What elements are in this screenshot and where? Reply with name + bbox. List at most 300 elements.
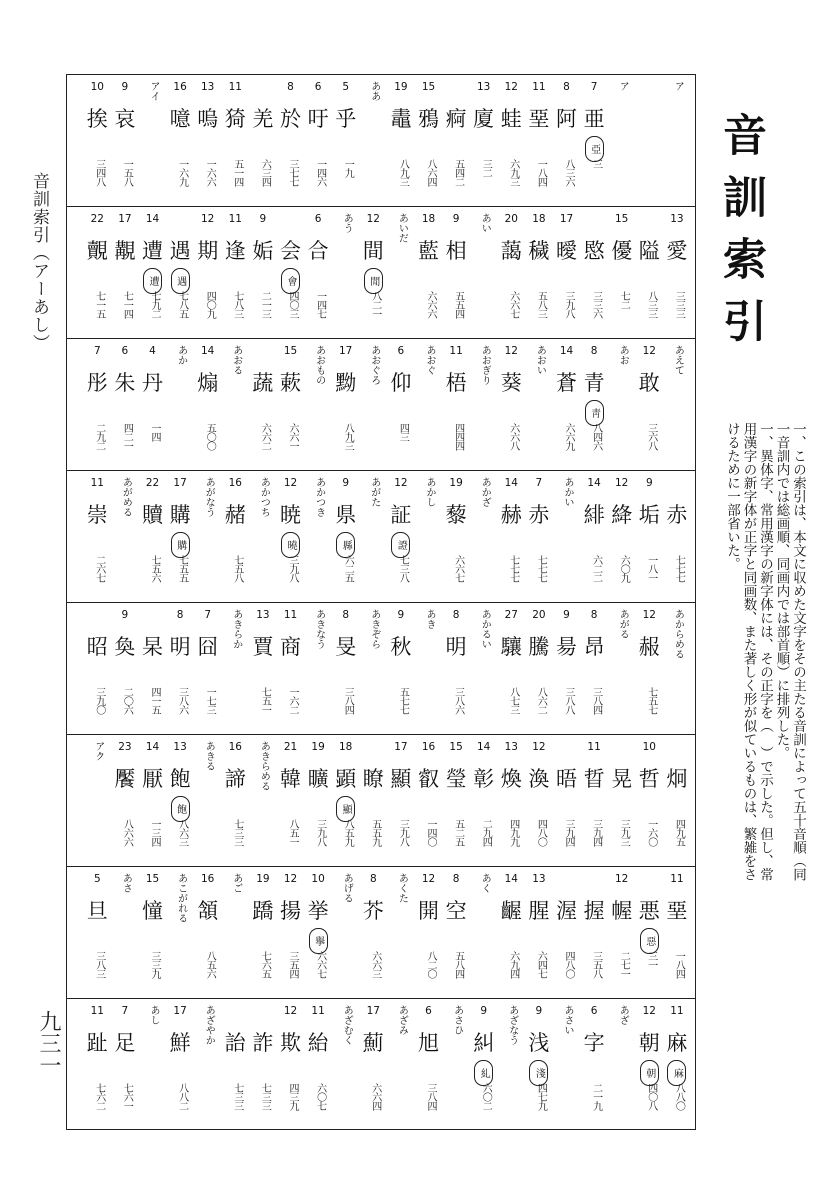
index-entry bbox=[555, 75, 578, 207]
variant-form: 朝 bbox=[640, 1060, 659, 1086]
kanji: 薊 bbox=[362, 1031, 384, 1055]
index-entry bbox=[224, 735, 247, 867]
page-reference: 一六二 bbox=[287, 687, 298, 714]
page-reference: 四〇三 bbox=[287, 291, 298, 318]
index-entry bbox=[86, 471, 109, 603]
kanji: 贖 bbox=[142, 503, 163, 527]
page-reference: 一九 bbox=[342, 159, 354, 177]
kanji: 崇 bbox=[86, 503, 108, 527]
stroke-count: 12 bbox=[283, 1005, 298, 1017]
index-entry bbox=[527, 999, 550, 1131]
index-entry bbox=[583, 999, 606, 1131]
stroke-count: 10 bbox=[311, 873, 325, 885]
kanji: 赤 bbox=[528, 503, 550, 527]
reading-heading bbox=[362, 603, 385, 735]
kanji: 鮮 bbox=[169, 1031, 191, 1055]
index-entry bbox=[86, 999, 109, 1131]
kanji: 蛙 bbox=[500, 107, 522, 131]
reading-heading bbox=[610, 339, 633, 471]
reading-heading bbox=[196, 999, 219, 1131]
page-reference: 四〇九 bbox=[204, 291, 216, 318]
stroke-count: 19 bbox=[256, 873, 270, 885]
page-reference: 八四六 bbox=[590, 423, 602, 450]
index-band bbox=[67, 867, 695, 999]
index-entry bbox=[113, 339, 136, 471]
stroke-count: 5 bbox=[342, 81, 350, 93]
page-reference: 八三六 bbox=[563, 159, 574, 186]
stroke-count: 17 bbox=[559, 213, 574, 225]
page-reference: 三九八 bbox=[287, 555, 298, 582]
entry-reading: あからめる bbox=[672, 609, 684, 659]
page-reference: 八八〇 bbox=[673, 1083, 685, 1110]
variant-form: 顯 bbox=[336, 796, 355, 822]
page-reference: 四一五 bbox=[149, 687, 160, 714]
stroke-count: 13 bbox=[532, 873, 546, 885]
page-reference: 六〇二 bbox=[480, 1083, 492, 1110]
stroke-count: 21 bbox=[283, 741, 298, 753]
index-entry bbox=[610, 207, 633, 339]
page-reference: 三一 bbox=[645, 951, 657, 969]
stroke-count: 19 bbox=[449, 477, 463, 489]
kanji: 頷 bbox=[197, 899, 219, 923]
variant-form: 惡 bbox=[640, 928, 659, 954]
index-entry bbox=[583, 75, 606, 207]
index-entry bbox=[362, 999, 385, 1131]
kanji: 蒼 bbox=[556, 371, 577, 395]
index-entry bbox=[251, 867, 274, 999]
kanji: 赤 bbox=[666, 503, 688, 527]
index-entry bbox=[472, 75, 495, 207]
page-reference: 七六五 bbox=[259, 951, 271, 978]
kanji: 愍 bbox=[583, 239, 605, 263]
kanji: 猗 bbox=[224, 107, 246, 131]
page-reference: 七一五 bbox=[93, 291, 105, 318]
reading-heading bbox=[417, 603, 440, 735]
index-entry bbox=[500, 471, 523, 603]
kanji: 秋 bbox=[390, 635, 412, 659]
entry-reading: あげる bbox=[341, 873, 353, 903]
entry-reading: あご bbox=[230, 873, 242, 893]
page-reference: 三九八 bbox=[563, 291, 574, 318]
index-entry bbox=[417, 735, 440, 867]
reading-heading bbox=[251, 471, 274, 603]
page-reference: 六六九 bbox=[563, 423, 574, 450]
page-reference: 一三四 bbox=[149, 819, 160, 846]
kanji: 詒 bbox=[224, 1031, 246, 1055]
page-reference: 六四七 bbox=[535, 951, 547, 978]
stroke-count: 19 bbox=[394, 81, 408, 93]
stroke-count: 9 bbox=[645, 477, 653, 489]
stroke-count: 11 bbox=[587, 741, 601, 753]
page-reference: 七二 bbox=[618, 291, 630, 309]
page-reference: 八六二 bbox=[535, 687, 547, 714]
stroke-count: 20 bbox=[504, 213, 518, 225]
reading-heading bbox=[555, 471, 578, 603]
variant-form: 亞 bbox=[585, 136, 604, 162]
kanji: 晃 bbox=[611, 767, 633, 791]
kanji: 旦 bbox=[86, 899, 108, 923]
index-entry bbox=[362, 735, 385, 867]
reading-heading bbox=[141, 75, 164, 207]
stroke-count: 12 bbox=[532, 741, 546, 753]
page-reference: 一六六 bbox=[204, 159, 216, 186]
index-entry bbox=[445, 339, 468, 471]
stroke-count: 14 bbox=[504, 873, 518, 885]
page-reference: 二九四 bbox=[480, 819, 492, 846]
kanji: 覿 bbox=[86, 239, 108, 263]
page-reference: 一四 bbox=[149, 423, 160, 441]
stroke-count: 27 bbox=[504, 609, 518, 621]
kanji: 藍 bbox=[418, 239, 439, 263]
page-reference: 八五六 bbox=[204, 951, 216, 978]
kanji: 紿 bbox=[307, 1031, 329, 1055]
page-reference: 四三 bbox=[397, 423, 409, 441]
page-reference: 六六二 bbox=[259, 423, 271, 450]
kanji: 隘 bbox=[638, 239, 660, 263]
page-reference: 八六四 bbox=[425, 159, 436, 186]
reading-heading bbox=[334, 867, 357, 999]
stroke-count: 11 bbox=[228, 213, 242, 225]
page-reference: 一四七 bbox=[314, 291, 326, 318]
index-entry bbox=[334, 603, 357, 735]
entry-reading: あがなう bbox=[203, 477, 215, 517]
page-reference: 六九三 bbox=[507, 159, 519, 186]
index-entry bbox=[141, 207, 164, 339]
entry-reading: あざ bbox=[617, 1005, 629, 1025]
kanji: 哲 bbox=[638, 767, 660, 791]
kanji: 藹 bbox=[500, 239, 522, 263]
stroke-count: 8 bbox=[287, 81, 294, 93]
entry-reading: あか bbox=[175, 345, 187, 365]
reading-heading bbox=[610, 603, 633, 735]
page-reference: 七三三 bbox=[231, 1083, 243, 1110]
page-reference: 三九三 bbox=[618, 819, 630, 846]
stroke-count: 13 bbox=[256, 609, 270, 621]
index-entry bbox=[389, 471, 412, 603]
stroke-count: 17 bbox=[366, 1005, 380, 1017]
index-entry bbox=[665, 999, 688, 1131]
kanji: 渥 bbox=[556, 899, 577, 923]
page-reference: 二七一 bbox=[618, 951, 630, 978]
page-reference: 四九九 bbox=[507, 819, 519, 846]
kanji: 間 bbox=[362, 239, 384, 263]
index-entry bbox=[307, 999, 330, 1131]
index-entry bbox=[334, 75, 357, 207]
stroke-count: 10 bbox=[90, 81, 104, 93]
reading-heading bbox=[527, 339, 550, 471]
index-entry bbox=[500, 735, 523, 867]
kanji: 彰 bbox=[473, 767, 495, 791]
index-entry bbox=[141, 867, 164, 999]
stroke-count: 12 bbox=[504, 81, 518, 93]
page-reference: 八三三 bbox=[645, 291, 657, 318]
page-reference: 五七七 bbox=[397, 687, 409, 714]
entry-reading: あおぎり bbox=[479, 345, 491, 385]
index-entry bbox=[279, 999, 302, 1131]
kanji: 乎 bbox=[335, 107, 357, 131]
index-entry bbox=[86, 339, 109, 471]
page-reference: 二九二 bbox=[93, 423, 105, 450]
index-entry bbox=[445, 75, 468, 207]
index-entry bbox=[445, 207, 468, 339]
stroke-count: 12 bbox=[642, 1005, 656, 1017]
entry-reading: アイ bbox=[148, 81, 159, 101]
kanji: 顕 bbox=[335, 767, 357, 791]
kanji: 晢 bbox=[583, 767, 605, 791]
kanji: 暁 bbox=[280, 503, 301, 527]
index-entry bbox=[196, 339, 219, 471]
entry-reading: あざみ bbox=[396, 1005, 408, 1035]
kanji: 腥 bbox=[528, 899, 550, 923]
kanji: 覯 bbox=[114, 239, 136, 263]
variant-form: 糺 bbox=[474, 1060, 493, 1086]
page-title: 音訓索引 bbox=[715, 112, 766, 360]
stroke-count: 14 bbox=[145, 213, 160, 225]
kanji: 鴉 bbox=[418, 107, 439, 131]
entry-reading: ア bbox=[672, 81, 684, 91]
index-entry bbox=[527, 207, 550, 339]
entry-reading: あく bbox=[479, 873, 491, 893]
index-entry bbox=[307, 207, 330, 339]
kanji: 昜 bbox=[556, 635, 577, 659]
index-entry bbox=[224, 471, 247, 603]
kanji: 賈 bbox=[252, 635, 274, 659]
stroke-count: 9 bbox=[397, 609, 405, 621]
reading-heading bbox=[113, 471, 136, 603]
index-entry bbox=[583, 867, 606, 999]
kanji: 朱 bbox=[114, 371, 136, 395]
kanji: 驤 bbox=[500, 635, 522, 659]
page-reference: 三八四 bbox=[425, 1083, 436, 1110]
page-reference: 四四四 bbox=[452, 423, 464, 450]
stroke-count: 11 bbox=[449, 345, 463, 357]
entry-reading: あこがれる bbox=[175, 873, 187, 923]
kanji: 曠 bbox=[307, 767, 329, 791]
stroke-count: 12 bbox=[394, 477, 408, 489]
kanji: 昂 bbox=[583, 635, 605, 659]
kanji: 亜 bbox=[583, 107, 605, 131]
page-reference: 六三四 bbox=[259, 159, 271, 186]
page-reference: 三三六 bbox=[590, 291, 602, 318]
index-band bbox=[67, 207, 695, 339]
stroke-count: 11 bbox=[670, 873, 684, 885]
kanji: 朝 bbox=[638, 1031, 660, 1055]
index-entry bbox=[279, 735, 302, 867]
index-entry bbox=[334, 339, 357, 471]
page-reference: 四八〇 bbox=[535, 819, 547, 846]
page-reference: 七三三 bbox=[259, 1083, 271, 1110]
index-entry bbox=[527, 867, 550, 999]
kanji: 商 bbox=[280, 635, 301, 659]
stroke-count: 14 bbox=[145, 741, 160, 753]
kanji: 哀 bbox=[114, 107, 136, 131]
kanji: 蹻 bbox=[252, 899, 274, 923]
note-text: 異体字、常用漢字の新字体には、その正字を（ ）で示した。但し、常用漢字の新字体が正字と同画数、また著しく形が似ているものは、繁雑をさけるために一部省いた。 bbox=[724, 422, 773, 881]
kanji: 蔌 bbox=[280, 371, 301, 395]
index-entry bbox=[169, 735, 192, 867]
kanji: 渙 bbox=[528, 767, 550, 791]
index-entry bbox=[279, 207, 302, 339]
page-reference: 二一九 bbox=[590, 1083, 602, 1110]
reading-heading bbox=[665, 75, 688, 207]
page-reference: 七一四 bbox=[121, 291, 133, 318]
stroke-count: 8 bbox=[590, 609, 598, 621]
page-reference: 六六七 bbox=[507, 291, 519, 318]
kanji: 詐 bbox=[252, 1031, 274, 1055]
index-entry bbox=[665, 867, 688, 999]
kanji: 煽 bbox=[197, 371, 219, 395]
stroke-count: 22 bbox=[145, 477, 160, 489]
variant-form: 擧 bbox=[309, 928, 328, 954]
stroke-count: 16 bbox=[228, 477, 242, 489]
stroke-count: 7 bbox=[590, 81, 598, 93]
stroke-count: 16 bbox=[421, 741, 436, 753]
index-entry bbox=[638, 603, 661, 735]
variant-form: 購 bbox=[171, 532, 190, 558]
index-entry bbox=[555, 339, 578, 471]
index-entry bbox=[196, 75, 219, 207]
stroke-count: 22 bbox=[90, 213, 104, 225]
page-reference: 五二五 bbox=[452, 819, 464, 846]
kanji: 空 bbox=[445, 899, 467, 923]
reading-heading bbox=[86, 735, 109, 867]
index-entry bbox=[555, 207, 578, 339]
index-entry bbox=[113, 207, 136, 339]
index-band bbox=[67, 339, 695, 471]
kanji: 堊 bbox=[666, 899, 688, 923]
page-reference: 七三三 bbox=[231, 819, 243, 846]
index-entry bbox=[141, 735, 164, 867]
index-entry bbox=[251, 999, 274, 1131]
kanji: 緋 bbox=[583, 503, 605, 527]
entry-reading: あかし bbox=[424, 477, 435, 507]
index-entry bbox=[555, 735, 578, 867]
stroke-count: 9 bbox=[121, 609, 129, 621]
note-1 bbox=[773, 422, 806, 890]
index-entry bbox=[500, 603, 523, 735]
stroke-count: 13 bbox=[173, 741, 187, 753]
stroke-count: 18 bbox=[421, 213, 436, 225]
kanji: 仰 bbox=[390, 371, 412, 395]
page-reference: 六二二 bbox=[590, 555, 602, 582]
side-caption: 音訓索引（アーあし） bbox=[29, 172, 49, 352]
note-mark: 一、 bbox=[790, 422, 806, 449]
reading-heading bbox=[307, 339, 330, 471]
index-entry bbox=[196, 867, 219, 999]
kanji: 穢 bbox=[528, 239, 550, 263]
stroke-count: 16 bbox=[173, 81, 187, 93]
index-entry bbox=[445, 735, 468, 867]
stroke-count: 13 bbox=[504, 741, 518, 753]
stroke-count: 7 bbox=[535, 477, 543, 489]
stroke-count: 17 bbox=[394, 741, 408, 753]
index-band bbox=[67, 999, 695, 1131]
index-entry bbox=[279, 603, 302, 735]
kanji: 握 bbox=[583, 899, 605, 923]
index-entry bbox=[307, 75, 330, 207]
entry-reading: あくた bbox=[396, 873, 408, 903]
page-reference: 三九八 bbox=[397, 819, 409, 846]
page-reference: 四七九 bbox=[535, 1083, 547, 1110]
reading-heading bbox=[196, 735, 219, 867]
index-entry bbox=[610, 471, 633, 603]
index-entry bbox=[113, 75, 136, 207]
index-entry bbox=[500, 207, 523, 339]
page-reference: 四八〇 bbox=[563, 951, 574, 978]
reading-heading bbox=[610, 999, 633, 1131]
stroke-count: 6 bbox=[425, 1005, 432, 1017]
stroke-count: 12 bbox=[366, 213, 380, 225]
page-reference: 六六七 bbox=[452, 555, 464, 582]
page-reference: 一六〇 bbox=[645, 819, 657, 846]
page-reference: 二〇六 bbox=[121, 687, 133, 714]
index-entry bbox=[500, 339, 523, 471]
kanji: 欺 bbox=[280, 1031, 301, 1055]
entry-reading: あきる bbox=[203, 741, 215, 771]
entry-reading: あきらめる bbox=[258, 741, 270, 791]
index-entry bbox=[86, 207, 109, 339]
index-entry bbox=[555, 867, 578, 999]
kanji: 嗚 bbox=[197, 107, 219, 131]
kanji: 悪 bbox=[638, 899, 660, 923]
stroke-count: 15 bbox=[421, 81, 436, 93]
kanji: 騰 bbox=[528, 635, 550, 659]
page-reference: 三三三 bbox=[673, 291, 685, 318]
kanji: 齷 bbox=[500, 899, 522, 923]
entry-reading: あさ bbox=[120, 873, 132, 893]
page-reference: 三八六 bbox=[452, 687, 464, 714]
index-entry bbox=[417, 867, 440, 999]
page-reference: 一八一 bbox=[645, 555, 657, 582]
entry-reading: あおぐ bbox=[424, 345, 435, 375]
entry-reading: アク bbox=[92, 741, 104, 761]
reading-heading bbox=[113, 867, 136, 999]
notes bbox=[706, 422, 806, 890]
kanji: 堊 bbox=[528, 107, 550, 131]
entry-reading: あかざ bbox=[479, 477, 491, 507]
page-reference: 二一三 bbox=[259, 291, 271, 318]
stroke-count: 6 bbox=[314, 81, 322, 93]
variant-form: 證 bbox=[391, 532, 410, 558]
entry-reading: あいだ bbox=[396, 213, 408, 243]
page-reference: 六六四 bbox=[369, 1083, 381, 1110]
entry-reading: あざやか bbox=[203, 1005, 215, 1045]
kanji: 杲 bbox=[142, 635, 163, 659]
reading-heading bbox=[665, 603, 688, 735]
entry-reading: ああ bbox=[368, 81, 380, 101]
index-entry bbox=[86, 75, 109, 207]
stroke-count: 6 bbox=[590, 1005, 598, 1017]
stroke-count: 10 bbox=[642, 741, 656, 753]
index-entry bbox=[113, 999, 136, 1131]
entry-reading: あかるい bbox=[479, 609, 491, 649]
page-reference: 四二一 bbox=[121, 423, 133, 450]
page-reference: 三二 bbox=[480, 159, 492, 177]
kanji: 幄 bbox=[611, 899, 633, 923]
kanji: 煥 bbox=[500, 767, 522, 791]
stroke-count: 12 bbox=[283, 477, 298, 489]
page-reference: 七五八 bbox=[231, 555, 243, 582]
kanji: 期 bbox=[197, 239, 219, 263]
variant-form: 會 bbox=[281, 268, 300, 294]
entry-reading: あかつち bbox=[258, 477, 270, 517]
kanji: 顯 bbox=[390, 767, 412, 791]
reading-heading bbox=[389, 867, 412, 999]
page-reference: 二六七 bbox=[93, 555, 105, 582]
page-reference: 一四〇 bbox=[425, 819, 436, 846]
reading-heading bbox=[417, 339, 440, 471]
reading-heading bbox=[610, 75, 633, 207]
